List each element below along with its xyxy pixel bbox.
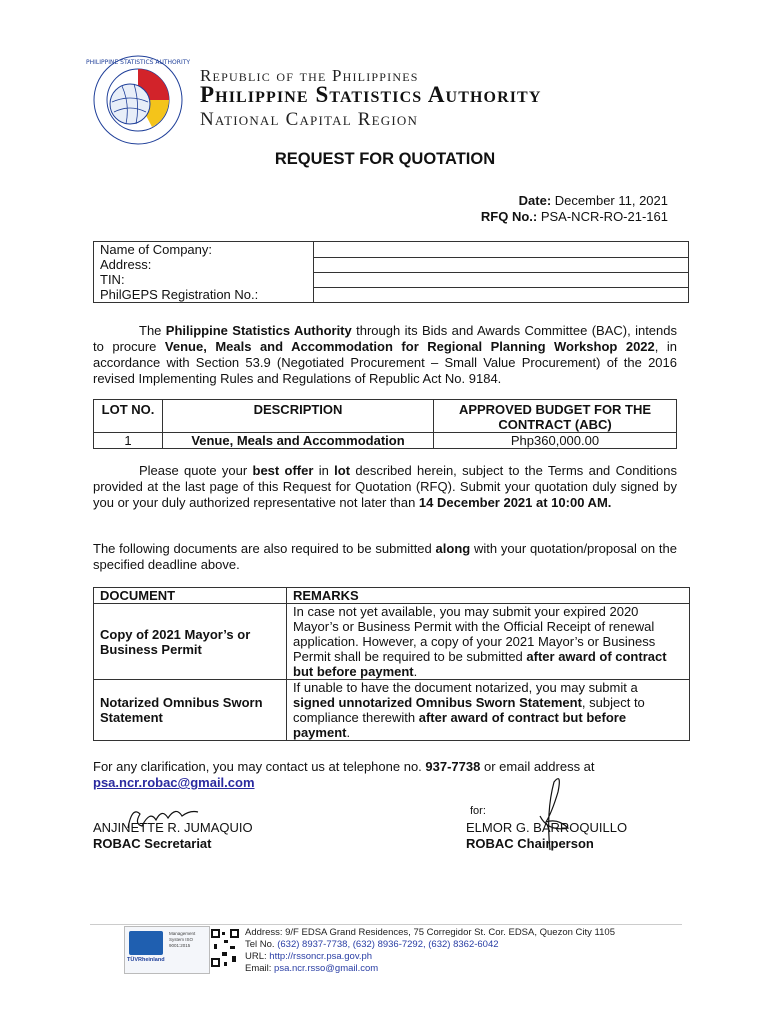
footer-email-label: Email: — [245, 963, 272, 974]
doc-row-2-remarks-text-2: , subject to compliance therewith — [293, 695, 645, 725]
rfq-value: PSA-NCR-RO-21-161 — [540, 209, 668, 224]
table-row — [94, 604, 690, 680]
quote-deadline: 14 December 2021 at 10:00 AM. — [418, 495, 612, 510]
footer-email-link[interactable]: psa.ncr.rsso@gmail.com — [274, 963, 379, 974]
quote-text-3: described herein, subject to the Terms and Conditions provided at the last page of this Request for Quotation (RFQ). Submit your quotation duly signed by you or your duly authorized representative not later than — [93, 463, 678, 510]
tuv-text: Management System ISO 9001:2015 — [169, 931, 196, 948]
date-value: December 11, 2021 — [554, 193, 668, 208]
footer-url-link[interactable]: http://rssoncr.psa.gov.ph — [269, 951, 373, 962]
doc-row-1-remarks-text: In case not yet available, you may submit your expired 2020 Mayor’s or Business Permit with the Official Receipt of renewal application. However, a copy of your 2021 Mayor’s or Business Permit shall be required to be submitted — [293, 604, 656, 664]
header-republic: Republic of the Philippines — [200, 66, 419, 85]
company-info-table — [93, 241, 689, 303]
quote-text-1: Please quote your — [139, 463, 253, 478]
clarify-text-2: or email address at — [480, 759, 595, 774]
tuv-certification-badge — [124, 926, 210, 974]
tuv-logo-icon — [129, 931, 163, 955]
rfq-label: RFQ No.: — [480, 209, 538, 224]
intro-text-2: through its Bids and Awards Committee (BAC), intends to procure — [93, 323, 677, 354]
quote-best-offer: best offer — [252, 463, 314, 478]
doc-header-document: DOCUMENT — [94, 588, 287, 604]
company-address-value[interactable] — [314, 257, 689, 272]
docs-intro-along: along — [435, 541, 471, 556]
rfq-line — [481, 209, 668, 224]
footer-contact — [245, 927, 615, 975]
doc-row-2-remarks-end: . — [346, 725, 351, 740]
doc-row-2-remarks-bold-2: after award of contract but before payment — [293, 710, 627, 740]
footer-address: Address: 9/F EDSA Grand Residences, 75 Corregidor St. Cor. EDSA, Quezon City 1105 — [245, 927, 615, 938]
for-label: for: — [470, 805, 486, 817]
footer-url-label: URL: — [245, 951, 267, 962]
lot-header-description: DESCRIPTION — [163, 400, 434, 433]
lot-row-number: 1 — [94, 433, 163, 449]
lot-row-description: Venue, Meals and Accommodation — [163, 433, 434, 449]
intro-text-3: , in accordance with Section 53.9 (Negotiated Procurement – Small Value Procurement) of the 2016 revised Implementing Rules and Regulations of Republic Act No. 9184. — [93, 339, 677, 386]
company-philgeps-label: PhilGEPS Registration No.: — [94, 287, 314, 303]
header-region: National Capital Region — [200, 109, 419, 130]
footer-divider — [90, 924, 682, 925]
page-title: REQUEST FOR QUOTATION — [274, 150, 496, 168]
doc-row-1-remarks-bold: after award of contract but before payment — [293, 649, 667, 679]
company-philgeps-value[interactable] — [314, 287, 689, 303]
intro-project: Venue, Meals and Accommodation for Regional Planning Workshop 2022 — [164, 339, 655, 354]
intro-paragraph — [93, 323, 677, 387]
tuv-label: TÜVRheinland — [127, 957, 165, 963]
lot-row-abc: Php360,000.00 — [434, 433, 677, 449]
date-label: Date: — [518, 193, 552, 208]
clarify-phone: 937-7738 — [425, 759, 481, 774]
doc-row-2-remarks-text: If unable to have the document notarized, you may submit a — [293, 680, 638, 695]
clarification-paragraph — [93, 759, 677, 791]
quote-text-2: in — [313, 463, 335, 478]
doc-row-2-remarks-bold-1: signed unnotarized Omnibus Sworn Statement — [293, 695, 582, 710]
company-address-label: Address: — [94, 257, 314, 272]
left-signatory-name: ANJINETTE R. JUMAQUIO — [93, 820, 253, 835]
docs-intro-paragraph — [93, 541, 677, 573]
date-line — [519, 193, 668, 208]
right-signatory-name: ELMOR G. BARROQUILLO — [466, 820, 628, 835]
lot-table — [93, 399, 677, 449]
doc-row-1-document: Copy of 2021 Mayor’s or Business Permit — [94, 604, 287, 680]
company-tin-value[interactable] — [314, 272, 689, 287]
intro-agency: Philippine Statistics Authority — [165, 323, 352, 338]
qr-code-icon — [210, 928, 240, 968]
table-row — [94, 680, 690, 741]
footer-tel-label: Tel No. — [245, 939, 275, 950]
lot-header-abc: APPROVED BUDGET FOR THE CONTRACT (ABC) — [434, 400, 677, 433]
doc-row-1-remarks-end: . — [413, 664, 418, 679]
clarify-email-link[interactable]: psa.ncr.robac@gmail.com — [93, 775, 255, 790]
company-name-label: Name of Company: — [94, 242, 314, 258]
header-agency: Philippine Statistics Authority — [200, 82, 542, 107]
company-tin-label: TIN: — [94, 272, 314, 287]
doc-header-remarks: REMARKS — [287, 588, 690, 604]
footer-tel-value: (632) 8937-7738, (632) 8936-7292, (632) 8362-6042 — [277, 939, 499, 950]
doc-row-2-remarks — [287, 680, 690, 741]
documents-table — [93, 587, 690, 741]
psa-seal-logo — [85, 54, 191, 146]
company-name-value[interactable] — [314, 242, 689, 258]
lot-header-lot: LOT NO. — [94, 400, 163, 433]
docs-intro-text-2: with your quotation/proposal on the specified deadline above. — [93, 541, 677, 572]
seal-text: PHILIPPINE STATISTICS AUTHORITY — [85, 59, 191, 66]
quote-lot: lot — [334, 463, 351, 478]
intro-text-1: The — [139, 323, 166, 338]
doc-row-2-document: Notarized Omnibus Sworn Statement — [94, 680, 287, 741]
left-signatory-title: ROBAC Secretariat — [93, 836, 212, 851]
docs-intro-text-1: The following documents are also required to be submitted — [93, 541, 436, 556]
right-signatory-title: ROBAC Chairperson — [466, 836, 594, 851]
doc-row-1-remarks — [287, 604, 690, 680]
quote-paragraph — [93, 463, 677, 511]
clarify-text-1: For any clarification, you may contact us at telephone no. — [93, 759, 426, 774]
